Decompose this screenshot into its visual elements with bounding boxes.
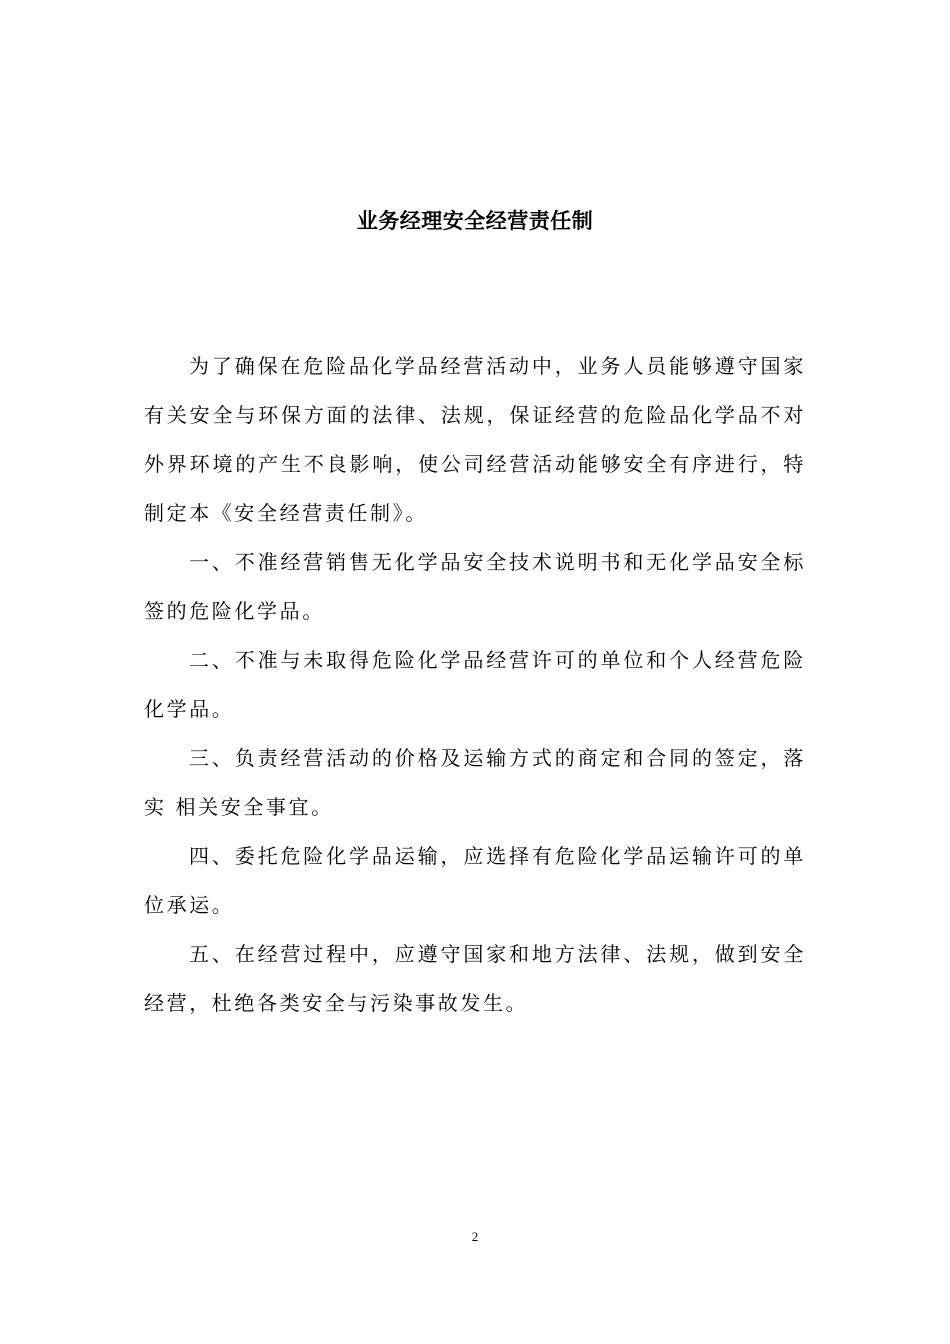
document-title: 业务经理安全经营责任制 — [356, 209, 594, 233]
clause-1-paragraph: 一、不准经营销售无化学品安全技术说明书和无化学品安全标签的危险化学品。 — [144, 550, 806, 623]
clause-5-paragraph: 五、在经营过程中，应遵守国家和地方法律、法规，做到安全经营，杜绝各类安全与污染事故发生。 — [144, 942, 806, 1015]
intro-paragraph: 为了确保在危险品化学品经营活动中，业务人员能够遵守国家有关安全与环保方面的法律、法规，保证经营的危险品化学品不对外界环境的产生不良影响，使公司经营活动能够安全有序进行，特制定本《安全经营责任制》。 — [144, 354, 806, 525]
clause-3-paragraph: 三、负责经营活动的价格及运输方式的商定和合同的签定，落实 相关安全事宜。 — [144, 746, 806, 819]
clause-4-paragraph: 四、委托危险化学品运输，应选择有危险化学品运输许可的单位承运。 — [144, 844, 806, 917]
document-body — [144, 342, 806, 1028]
clause-2-paragraph: 二、不准与未取得危险化学品经营许可的单位和个人经营危险化学品。 — [144, 648, 806, 721]
page-number: 2 — [471, 1229, 479, 1244]
